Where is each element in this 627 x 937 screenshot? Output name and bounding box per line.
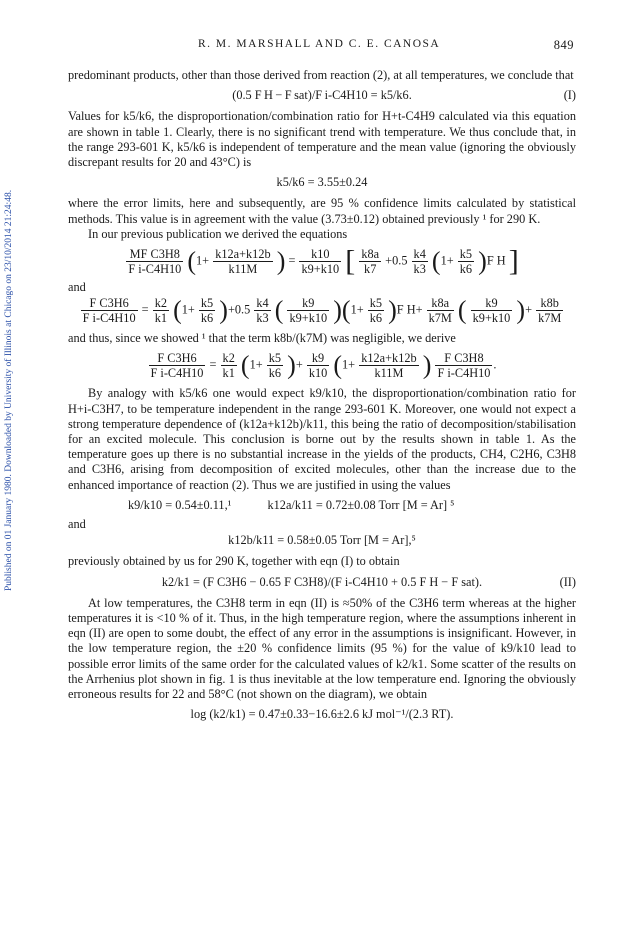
fraction: $\frac{k12a+k12b}{k11M}$ xyxy=(215,247,271,277)
equation-k12b-k11: k12b/k11 = 0.58±0.05 Torr [M = Ar],⁵ xyxy=(228,533,416,548)
equation-I xyxy=(68,88,576,103)
equation-k12a-k11: k12a/k11 = 0.72±0.08 Torr [M = Ar] ⁵ xyxy=(267,497,455,512)
fraction: $\frac{k2}{k1}$ xyxy=(154,296,167,326)
paragraph-2: Values for k5/k6, the disproportionation/combination ratio for H+t-C4H9 calculated via this equation are shown in table 1. Clearly, there is no significant trend with temperature. We thus conclude that, in the range 293-601 K, k5/k6 is independent of temperature and the mean value (ignoring the obviously discrepant results for 20 and 43°C) is xyxy=(68,109,576,170)
paragraph-1: predominant products, other than those derived from reaction (2), at all temperatures, we conclude that xyxy=(68,68,574,82)
equation-log: log (k2/k1) = 0.47±0.33−16.6±2.6 kJ mol⁻¹/(2.3 RT). xyxy=(190,707,454,722)
fraction: $\frac{k4}{k3}$ xyxy=(256,296,269,326)
fraction: $\frac{k9}{k9+k10}$ xyxy=(289,296,328,326)
and-label-1: and xyxy=(68,280,86,295)
fraction: $\frac{k5}{k6}$ xyxy=(459,247,473,277)
paragraph-3: where the error limits, here and subsequently, are 95 % confidence limits calculated by statistical methods. This value is in agreement with the value (3.73±0.12) obtained previously ¹ for 290 K. xyxy=(68,196,576,226)
fraction: $\frac{k2}{k1}$ xyxy=(222,351,235,381)
fraction: $\frac{\text{F C3H8}}{\text{F i-C4H10}}$ xyxy=(437,351,491,381)
equation-MF-C3H8: $\frac{\text{MF C3H8}}{\text{F i-C4H10}}$ (1+ $\frac{k12a+k12b}{k11M}$ ) = $\frac{k10}{k9+k10}$ [ $\frac{k8a}{k7}$ +0.5 $\frac{k4}{k3}$ (1+ $\frac{k5}{k6}$ )F H ] xyxy=(128,244,519,278)
fraction: $\frac{k4}{k3}$ xyxy=(413,247,426,277)
paragraph-7: previously obtained by us for 290 K, together with eqn (I) to obtain xyxy=(68,554,400,569)
article-body xyxy=(68,68,576,729)
equation-values xyxy=(68,498,576,513)
fraction: $\frac{\text{F C3H6}}{\text{F i-C4H10}}$ xyxy=(82,296,136,326)
paragraph-6: By analogy with k5/k6 one would expect k9/k10, the disproportionation/combination ratio for H+i-C3H7, to be temperature independent in the range 293-601 K. Moreover, one would not expect a strong temperature dependence of (k12a+k12b)/k11, this being the ratio of decomposition/stabilisation for an excited molecule. This conclusion is borne out by the results shown in table 1. As the temperature goes up there is no substantial increase in the yields of the products, CH4, C2H6, C3H8 and C3H6, arising from decomposition of excited molecules, other than the increase due to the enhanced importance of reaction (2). Thus we are justified in using the values xyxy=(68,386,576,492)
fraction: $\frac{\text{F C3H6}}{\text{F i-C4H10}}$ xyxy=(150,351,204,381)
fraction: $\frac{k10}{k9+k10}$ xyxy=(301,247,340,277)
fraction: $\frac{k5}{k6}$ xyxy=(369,296,383,326)
equation-II-tag: (II) xyxy=(559,574,576,589)
paragraph-5: and thus, since we showed ¹ that the term k8b/(k7M) was negligible, we derive xyxy=(68,331,456,346)
equation-k9-k10: k9/k10 = 0.54±0.11,¹ xyxy=(128,497,232,512)
equation-F-C3H6: $\frac{\text{F C3H6}}{\text{F i-C4H10}}$ = $\frac{k2}{k1}$ (1+ $\frac{k5}{k6}$ )+0.5 $\frac{k4}{k3}$ ( $\frac{k9}{k9+k10}$ )(1+ $\frac{k5}{k6}$ )F H+ $\frac{k8a}{k7M}$ ( $\frac{k9}{k9+k10}$ )+ $\frac{k8b}{k7M}$ xyxy=(82,295,562,326)
equation-I-text: (0.5 F H − F sat)/F i-C4H10 = k5/k6. xyxy=(232,88,412,103)
fraction: $\frac{k5}{k6}$ xyxy=(200,296,214,326)
download-watermark: Published on 01 January 1980. Downloaded by University of Illinois at Chicago on 23/10/2014 21:24:48. xyxy=(4,189,14,591)
equation-k5-k6: k5/k6 = 3.55±0.24 xyxy=(276,175,368,190)
fraction: $\frac{k8a}{k7}$ xyxy=(361,247,380,277)
fraction: $\frac{k8a}{k7M}$ xyxy=(428,296,452,326)
fraction: $\frac{k9}{k10}$ xyxy=(308,351,328,381)
fraction: $\frac{k12a+k12b}{k11M}$ xyxy=(361,351,417,381)
equation-II xyxy=(68,575,576,590)
equation-derived: $\frac{\text{F C3H6}}{\text{F i-C4H10}}$ = $\frac{k2}{k1}$ (1+ $\frac{k5}{k6}$ )+ $\frac{k9}{k10}$ (1+ $\frac{k12a+k12b}{k11M}$ ) $\frac{\text{F C3H8}}{\text{F i-C4H10}}$ . xyxy=(150,350,497,381)
paragraph-4: In our previous publication we derived the equations xyxy=(88,226,348,241)
fraction: $\frac{k8b}{k7M}$ xyxy=(538,296,562,326)
and-label-2: and xyxy=(68,517,86,532)
equation-II-text: k2/k1 = (F C3H6 − 0.65 F C3H8)/(F i-C4H10 + 0.5 F H − F sat). xyxy=(161,574,483,589)
paragraph-8: At low temperatures, the C3H8 term in eqn (II) is ≈50% of the C3H6 term whereas at the higher temperatures it is <10 % of it. Thus, in the high temperature region, where the assumptions inherent in eqn (II) are open to some doubt, the effect of any error in the assumptions is insignificant. However, in the low temperature region, the ±20 % confidence limits (95 %) for the value of k9/k10 lead to possible error limits of the same order for the calculated values of k2/k1. Some scatter of the results on the Arrhenius plot shown in fig. 1 is thus inevitable at the low temperature end. Ignoring the obviously erroneous results for 22 and 58°C (not shown on the diagram), we obtain xyxy=(68,595,576,702)
fraction: $\frac{k5}{k6}$ xyxy=(268,351,282,381)
fraction: $\frac{\text{MF C3H8}}{\text{F i-C4H10}}$ xyxy=(128,247,182,277)
equation-I-tag: (I) xyxy=(563,88,576,103)
page-number: 849 xyxy=(553,38,574,52)
running-title: R. M. MARSHALL AND C. E. CANOSA xyxy=(198,38,441,50)
fraction: $\frac{k9}{k9+k10}$ xyxy=(472,296,511,326)
running-header xyxy=(68,38,574,54)
